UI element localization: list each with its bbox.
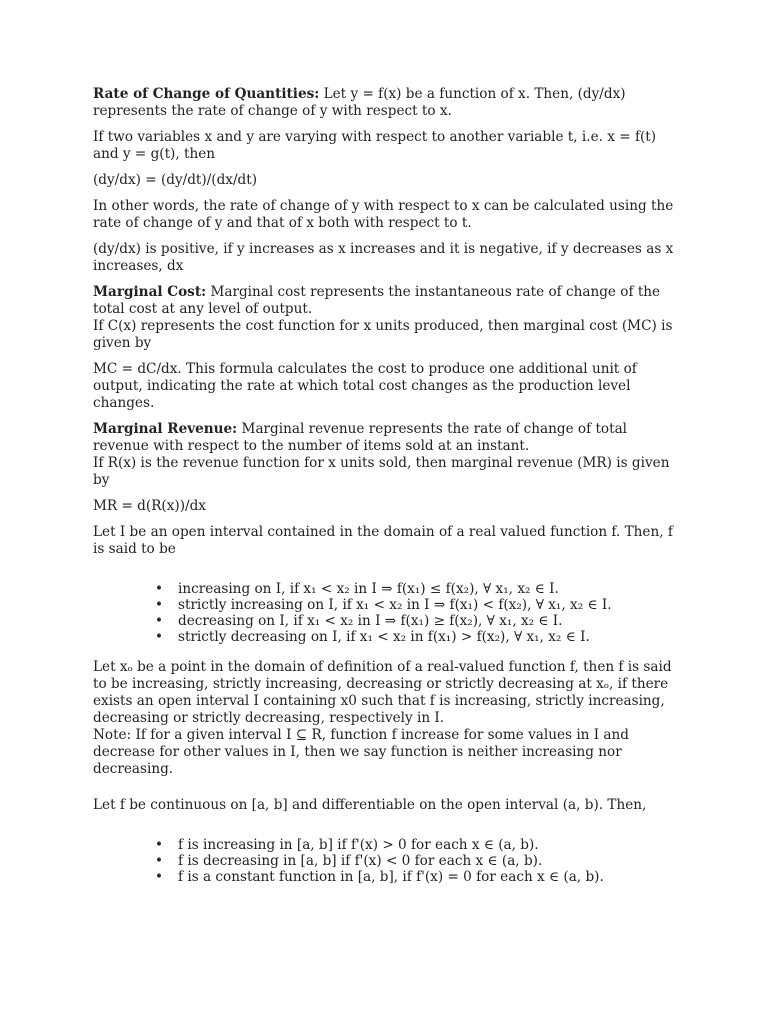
- list-item: • strictly decreasing on I, if x₁ < x₂ in f(x₁) > f(x₂), ∀ x₁, x₂ ∈ I.: [155, 629, 590, 645]
- marginal-revenue-term: Marginal Revenue:: [93, 421, 238, 437]
- point-definition-paragraph: Let xₒ be a point in the domain of definition of a real-valued function f, then f is said to be increasing, strictly increasing, decreasing or strictly decreasing at xₒ, if there exists an open interval I containing x0 such that f is increasing, strictly increasing, decreasing or strictly decreasing, respectively in I.: [93, 659, 672, 726]
- continuity-paragraph: Let f be continuous on [a, b] and differentiable on the open interval (a, b). Then,: [93, 797, 647, 813]
- open-interval-paragraph: Let I be an open interval contained in the domain of a real valued function f. Then, f is said to be: [93, 524, 673, 557]
- marginal-revenue-text: Marginal revenue represents the rate of change of total revenue with respect to the number of items sold at an instant.: [93, 421, 628, 454]
- marginal-cost-text: Marginal cost represents the instantaneous rate of change of the total cost at any level of output.: [93, 284, 661, 317]
- bullet-icon: •: [155, 837, 164, 853]
- derivative-test-list: [93, 837, 683, 885]
- marginal-cost-term: Marginal Cost:: [93, 284, 207, 300]
- marginal-revenue-definition: If R(x) is the revenue function for x units sold, then marginal revenue (MR) is given by: [93, 455, 670, 488]
- list-item: • decreasing on I, if x₁ < x₂ in I ⇒ f(x₁) ≥ f(x₂), ∀ x₁, x₂ ∈ I.: [155, 613, 563, 629]
- rate-of-change-paragraph: [93, 86, 683, 120]
- sign-of-derivative-paragraph: (dy/dx) is positive, if y increases as x increases and it is negative, if y decreases as x increases, dx: [93, 241, 674, 274]
- list-item: • increasing on I, if x₁ < x₂ in I ⇒ f(x₁) ≤ f(x₂), ∀ x₁, x₂ ∈ I.: [155, 581, 559, 597]
- list-item: • f is a constant function in [a, b], if f'(x) = 0 for each x ∈ (a, b).: [155, 869, 604, 885]
- note-paragraph: Note: If for a given interval I ⊆ R, function f increase for some values in I and decrease for other values in I, then we say function is neither increasing nor decreasing.: [93, 727, 629, 777]
- marginal-revenue-formula: MR = d(R(x))/dx: [93, 498, 206, 514]
- chain-rule-formula: (dy/dx) = (dy/dt)/(dx/dt): [93, 172, 258, 188]
- bullet-icon: •: [155, 629, 164, 645]
- bullet-icon: •: [155, 597, 164, 613]
- marginal-cost-definition: If C(x) represents the cost function for x units produced, then marginal cost (MC) is given by: [93, 318, 673, 351]
- bullet-icon: •: [155, 581, 164, 597]
- rate-of-change-text: Let y = f(x) be a function of x. Then, (dy/dx) represents the rate of change of y with respect to x.: [93, 86, 626, 119]
- list-item: • f is decreasing in [a, b] if f'(x) < 0 for each x ∈ (a, b).: [155, 853, 543, 869]
- in-other-words-paragraph: In other words, the rate of change of y with respect to x can be calculated using the rate of change of y and that of x both with respect to t.: [93, 198, 674, 231]
- bullet-icon: •: [155, 869, 164, 885]
- marginal-revenue-paragraph: [93, 421, 683, 489]
- list-item: • f is increasing in [a, b] if f'(x) > 0 for each x ∈ (a, b).: [155, 837, 539, 853]
- two-variables-paragraph: If two variables x and y are varying with respect to another variable t, i.e. x = f(t) and y = g(t), then: [93, 129, 657, 162]
- bullet-icon: •: [155, 613, 164, 629]
- marginal-cost-paragraph: [93, 284, 683, 352]
- list-item: • strictly increasing on I, if x₁ < x₂ in I ⇒ f(x₁) < f(x₂), ∀ x₁, x₂ ∈ I.: [155, 597, 612, 613]
- monotonic-definitions-list: [93, 581, 683, 645]
- bullet-icon: •: [155, 853, 164, 869]
- document-page: [93, 86, 683, 885]
- rate-of-change-term: Rate of Change of Quantities:: [93, 86, 320, 102]
- marginal-cost-formula-paragraph: MC = dC/dx. This formula calculates the cost to produce one additional unit of output, indicating the rate at which total cost changes as the production level changes.: [93, 361, 637, 411]
